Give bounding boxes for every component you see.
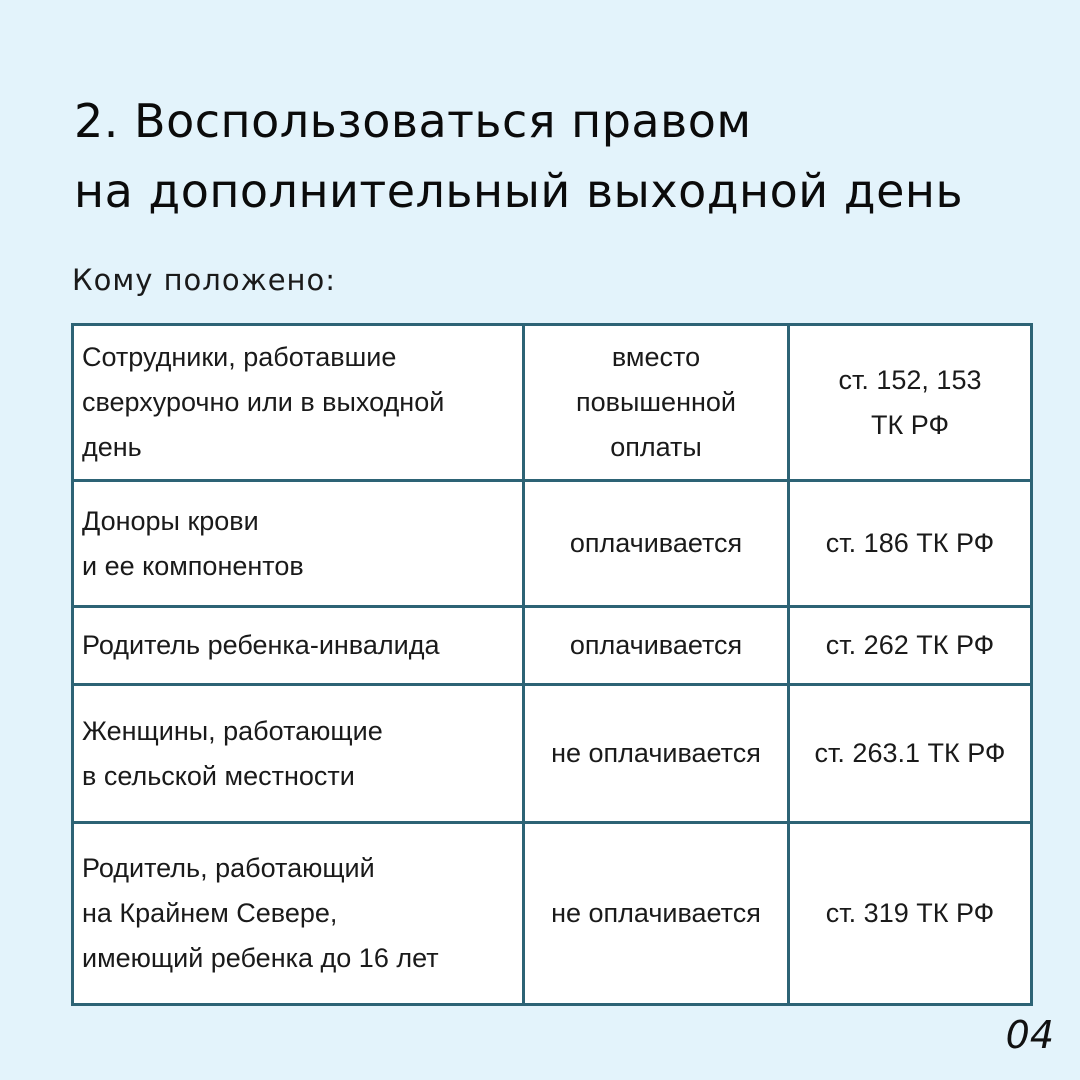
cell-payment [524, 481, 789, 607]
cell-law [789, 685, 1032, 823]
cell-payment [524, 607, 789, 685]
cell-law-text: ст. 319 ТК РФ [825, 898, 995, 928]
cell-law-text: ст. 152, 153 ТК РФ [838, 364, 982, 440]
cell-who-text: Сотрудники, работавшие сверхурочно или в выходной день [82, 342, 445, 462]
cell-payment-text: оплачивается [569, 630, 743, 660]
cell-who-text: Родитель ребенка-инвалида [82, 630, 440, 660]
cell-payment-text: не оплачивается [551, 738, 761, 768]
cell-who [73, 685, 524, 823]
page-title [74, 86, 1034, 226]
eligibility-table [71, 323, 1033, 1006]
cell-who [73, 325, 524, 481]
cell-payment [524, 325, 789, 481]
cell-law-text: ст. 186 ТК РФ [825, 528, 995, 558]
cell-payment-text: оплачивается [569, 528, 743, 558]
cell-who-text: Доноры крови и ее компонентов [82, 505, 304, 581]
cell-law [789, 325, 1032, 481]
table-row [73, 481, 1032, 607]
cell-who [73, 823, 524, 1005]
subtitle: Кому положено: [72, 263, 337, 297]
title-line-2: на дополнительный выходной день [74, 164, 964, 218]
cell-payment [524, 823, 789, 1005]
cell-law [789, 823, 1032, 1005]
cell-who [73, 607, 524, 685]
page-number: 04 [1005, 1013, 1054, 1057]
table-row [73, 823, 1032, 1005]
cell-payment-text: вместо повышенной оплаты [576, 342, 736, 462]
cell-law [789, 481, 1032, 607]
cell-law-text: ст. 262 ТК РФ [825, 630, 995, 660]
table-row [73, 607, 1032, 685]
table-row [73, 685, 1032, 823]
cell-law-text: ст. 263.1 ТК РФ [814, 738, 1006, 768]
cell-who-text: Родитель, работающий на Крайнем Севере, имеющий ребенка до 16 лет [82, 853, 439, 973]
cell-who-text: Женщины, работающие в сельской местности [82, 715, 383, 791]
table-row [73, 325, 1032, 481]
title-line-1: 2. Воспользоваться правом [74, 94, 752, 148]
cell-law [789, 607, 1032, 685]
cell-payment [524, 685, 789, 823]
cell-payment-text: не оплачивается [551, 898, 761, 928]
cell-who [73, 481, 524, 607]
